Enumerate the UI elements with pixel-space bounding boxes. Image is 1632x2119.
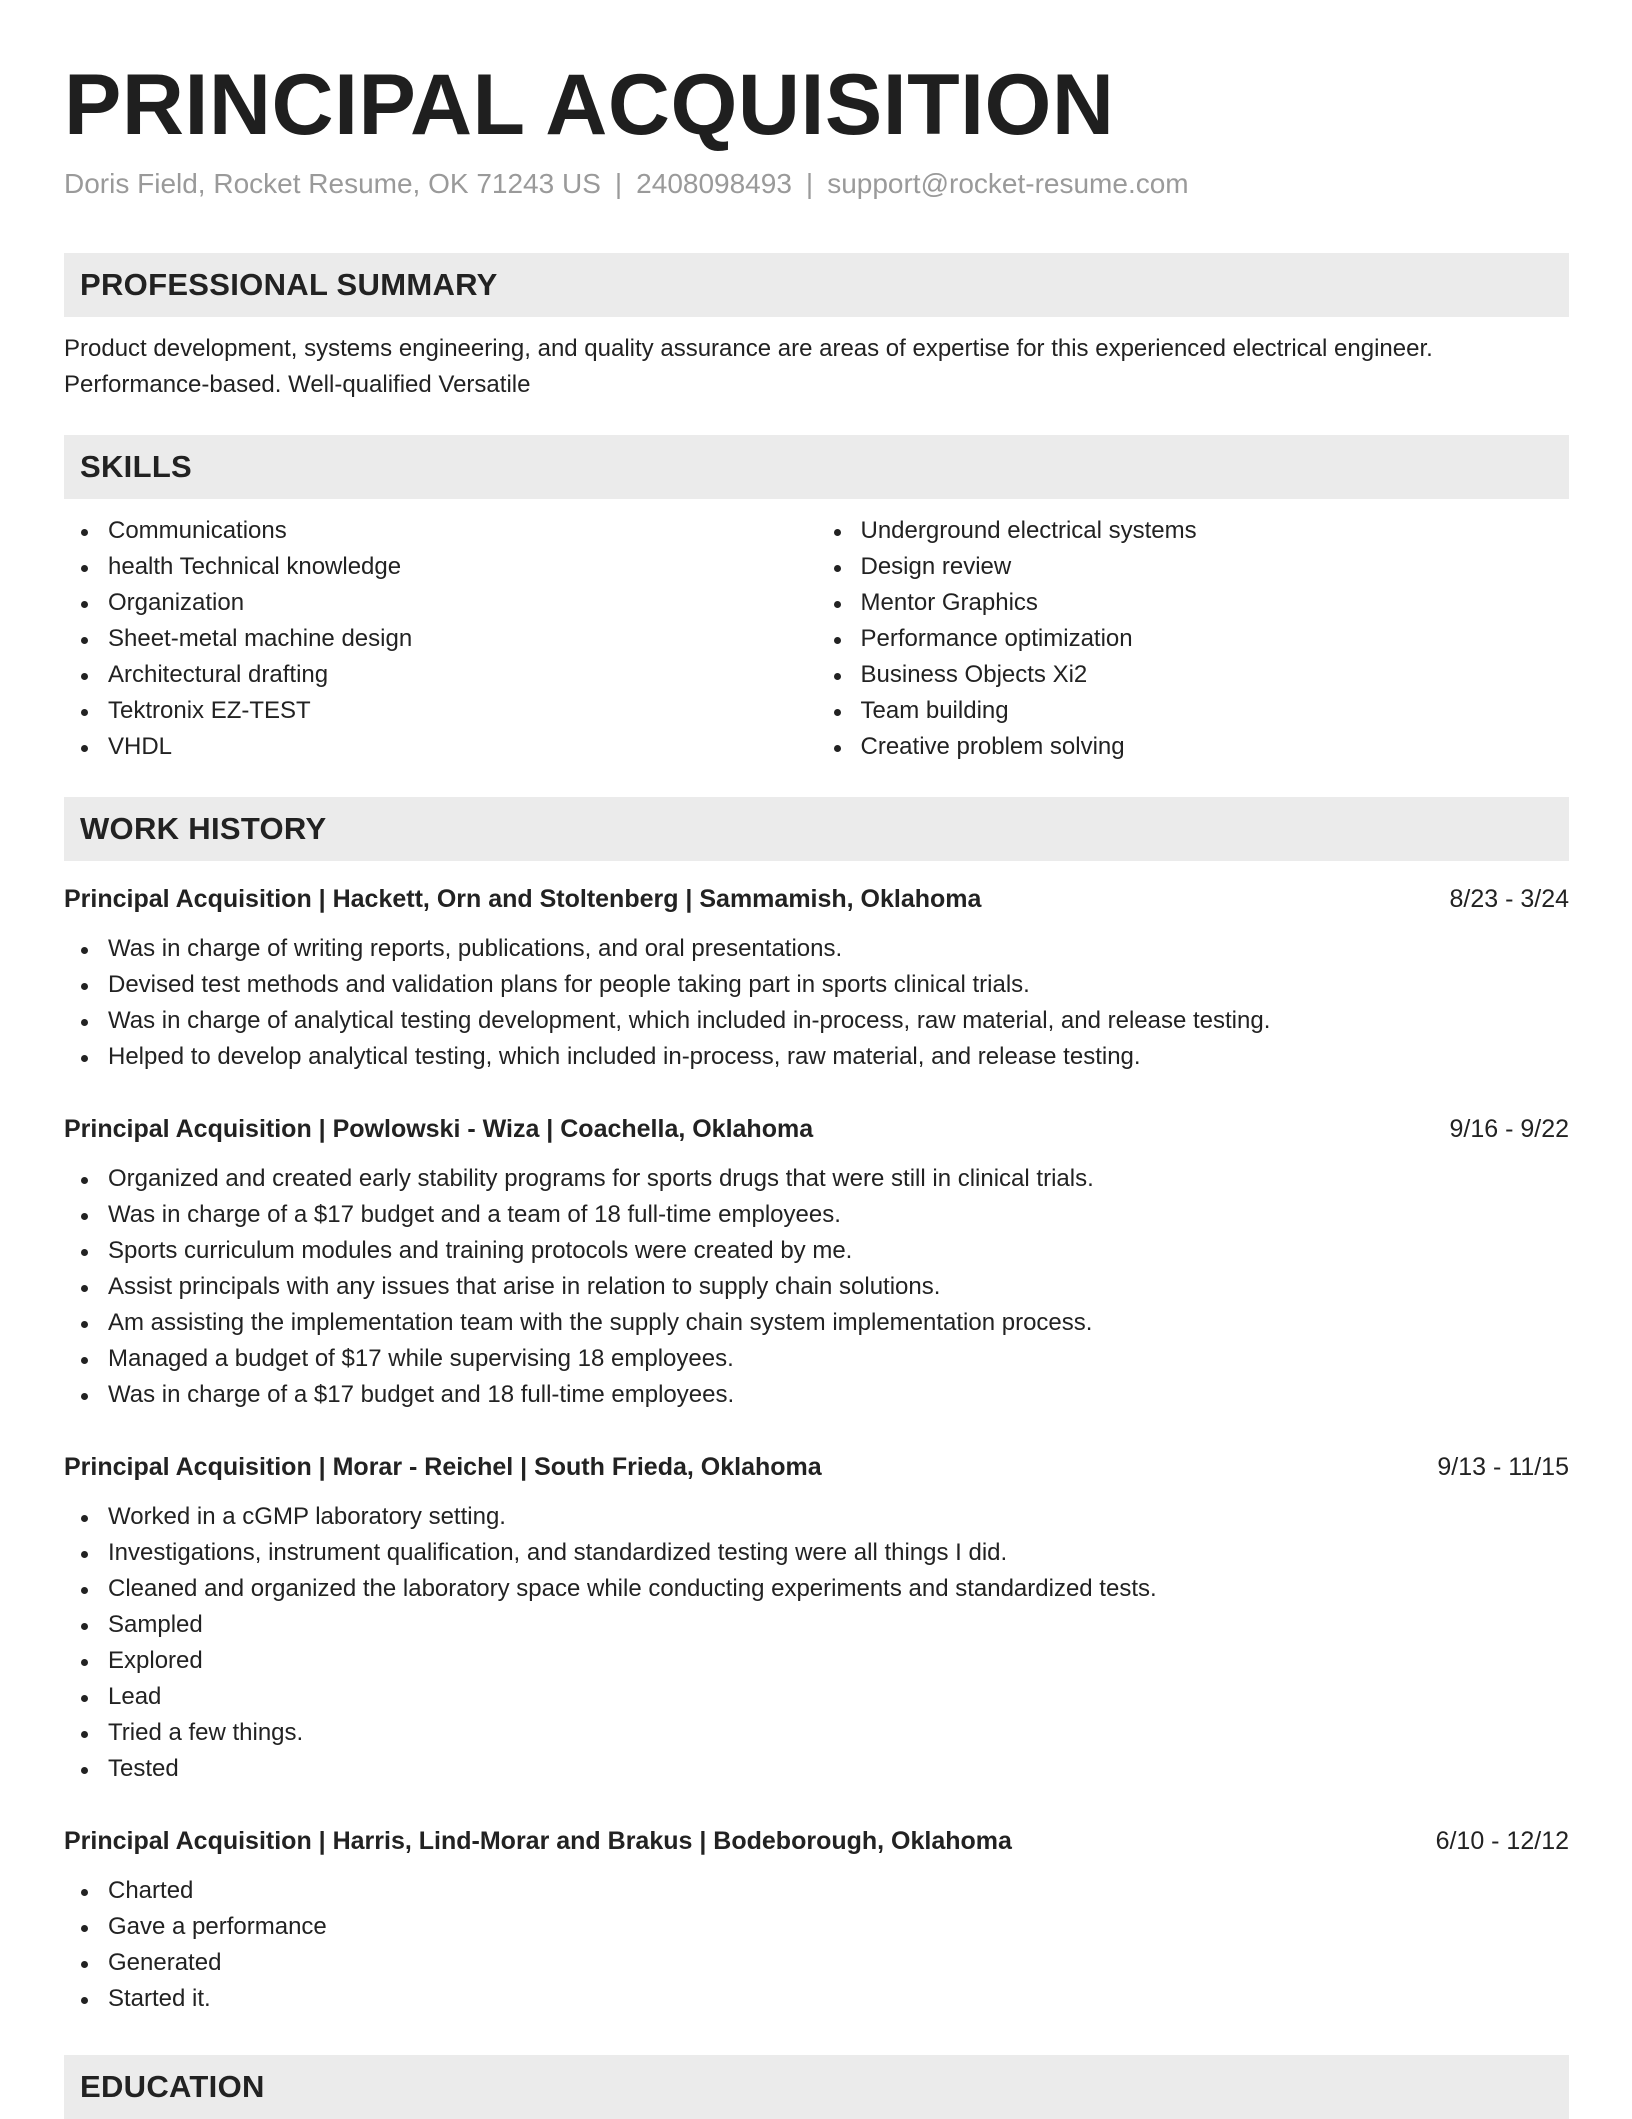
skill-item: Underground electrical systems	[817, 513, 1570, 549]
job-bullet: Devised test methods and validation plans for people taking part in sports clinical trials.	[64, 967, 1569, 1003]
job-bullet: Started it.	[64, 1981, 1569, 2017]
skills-columns	[64, 513, 1569, 765]
job-bullet: Lead	[64, 1679, 1569, 1715]
contact-line	[64, 167, 1569, 201]
job-bullet: Am assisting the implementation team with the supply chain system implementation process.	[64, 1305, 1569, 1341]
summary-section-header: PROFESSIONAL SUMMARY	[64, 253, 1569, 317]
job-dates: 9/16 - 9/22	[1449, 1115, 1569, 1143]
job-bullet: Tried a few things.	[64, 1715, 1569, 1751]
job-heading: Principal Acquisition | Morar - Reichel | South Frieda, Oklahoma	[64, 1453, 822, 1481]
contact-separator: |	[614, 168, 623, 199]
skill-item: Creative problem solving	[817, 729, 1570, 765]
job-bullet: Was in charge of a $17 budget and 18 full-time employees.	[64, 1377, 1569, 1413]
skill-item: Team building	[817, 693, 1570, 729]
skill-item: health Technical knowledge	[64, 549, 817, 585]
skill-item: Architectural drafting	[64, 657, 817, 693]
job-heading-line	[64, 881, 1569, 917]
job-bullet: Assist principals with any issues that arise in relation to supply chain solutions.	[64, 1269, 1569, 1305]
contact-email: support@rocket-resume.com	[827, 168, 1189, 199]
job-heading: Principal Acquisition | Hackett, Orn and Stoltenberg | Sammamish, Oklahoma	[64, 885, 982, 913]
skill-item: VHDL	[64, 729, 817, 765]
resume-name: PRINCIPAL ACQUISITION	[64, 57, 1115, 153]
job-bullet: Managed a budget of $17 while supervising 18 employees.	[64, 1341, 1569, 1377]
job-bullet: Sampled	[64, 1607, 1569, 1643]
job-bullet: Worked in a cGMP laboratory setting.	[64, 1499, 1569, 1535]
job-bullet: Explored	[64, 1643, 1569, 1679]
job-bullet: Was in charge of analytical testing development, which included in-process, raw material, and release testing.	[64, 1003, 1569, 1039]
job-bullet: Investigations, instrument qualification, and standardized testing were all things I did.	[64, 1535, 1569, 1571]
skill-item: Business Objects Xi2	[817, 657, 1570, 693]
job-bullet: Charted	[64, 1873, 1569, 1909]
job-bullet: Organized and created early stability programs for sports drugs that were still in clinical trials.	[64, 1161, 1569, 1197]
job-bullet: Cleaned and organized the laboratory space while conducting experiments and standardized tests.	[64, 1571, 1569, 1607]
contact-phone: 2408098493	[636, 168, 792, 199]
job-bullet: Helped to develop analytical testing, which included in-process, raw material, and release testing.	[64, 1039, 1569, 1075]
skill-item: Mentor Graphics	[817, 585, 1570, 621]
job-bullets	[64, 1161, 1569, 1413]
skills-section-header: SKILLS	[64, 435, 1569, 499]
job-bullets	[64, 1873, 1569, 2017]
skill-item: Sheet-metal machine design	[64, 621, 817, 657]
skill-item: Tektronix EZ-TEST	[64, 693, 817, 729]
skill-item: Design review	[817, 549, 1570, 585]
job-dates: 6/10 - 12/12	[1435, 1827, 1569, 1855]
job-bullet: Was in charge of a $17 budget and a team of 18 full-time employees.	[64, 1197, 1569, 1233]
job-entry	[64, 881, 1569, 1075]
job-heading-line	[64, 1449, 1569, 1485]
job-entry	[64, 1449, 1569, 1787]
contact-separator: |	[805, 168, 814, 199]
job-heading: Principal Acquisition | Harris, Lind-Morar and Brakus | Bodeborough, Oklahoma	[64, 1827, 1012, 1855]
skill-item: Communications	[64, 513, 817, 549]
job-bullet: Tested	[64, 1751, 1569, 1787]
job-dates: 9/13 - 11/15	[1437, 1453, 1569, 1481]
skill-item: Performance optimization	[817, 621, 1570, 657]
summary-text: Product development, systems engineering, and quality assurance are areas of expertise for this experienced electrical engineer. Performance-based. Well-qualified Versatile	[64, 335, 1433, 398]
job-dates: 8/23 - 3/24	[1449, 885, 1569, 913]
skill-item: Organization	[64, 585, 817, 621]
education-section-header: EDUCATION	[64, 2055, 1569, 2119]
job-bullet: Was in charge of writing reports, publications, and oral presentations.	[64, 931, 1569, 967]
skills-list-right	[817, 513, 1570, 765]
job-heading: Principal Acquisition | Powlowski - Wiza | Coachella, Oklahoma	[64, 1115, 814, 1143]
job-bullet: Generated	[64, 1945, 1569, 1981]
contact-address: Doris Field, Rocket Resume, OK 71243 US	[64, 168, 601, 199]
job-entry	[64, 1111, 1569, 1413]
work-history-section-header: WORK HISTORY	[64, 797, 1569, 861]
job-heading-line	[64, 1823, 1569, 1859]
job-heading-line	[64, 1111, 1569, 1147]
skills-list-left	[64, 513, 817, 765]
job-bullet: Gave a performance	[64, 1909, 1569, 1945]
job-bullets	[64, 931, 1569, 1075]
job-entry	[64, 1823, 1569, 2017]
job-bullet: Sports curriculum modules and training protocols were created by me.	[64, 1233, 1569, 1269]
job-bullets	[64, 1499, 1569, 1787]
